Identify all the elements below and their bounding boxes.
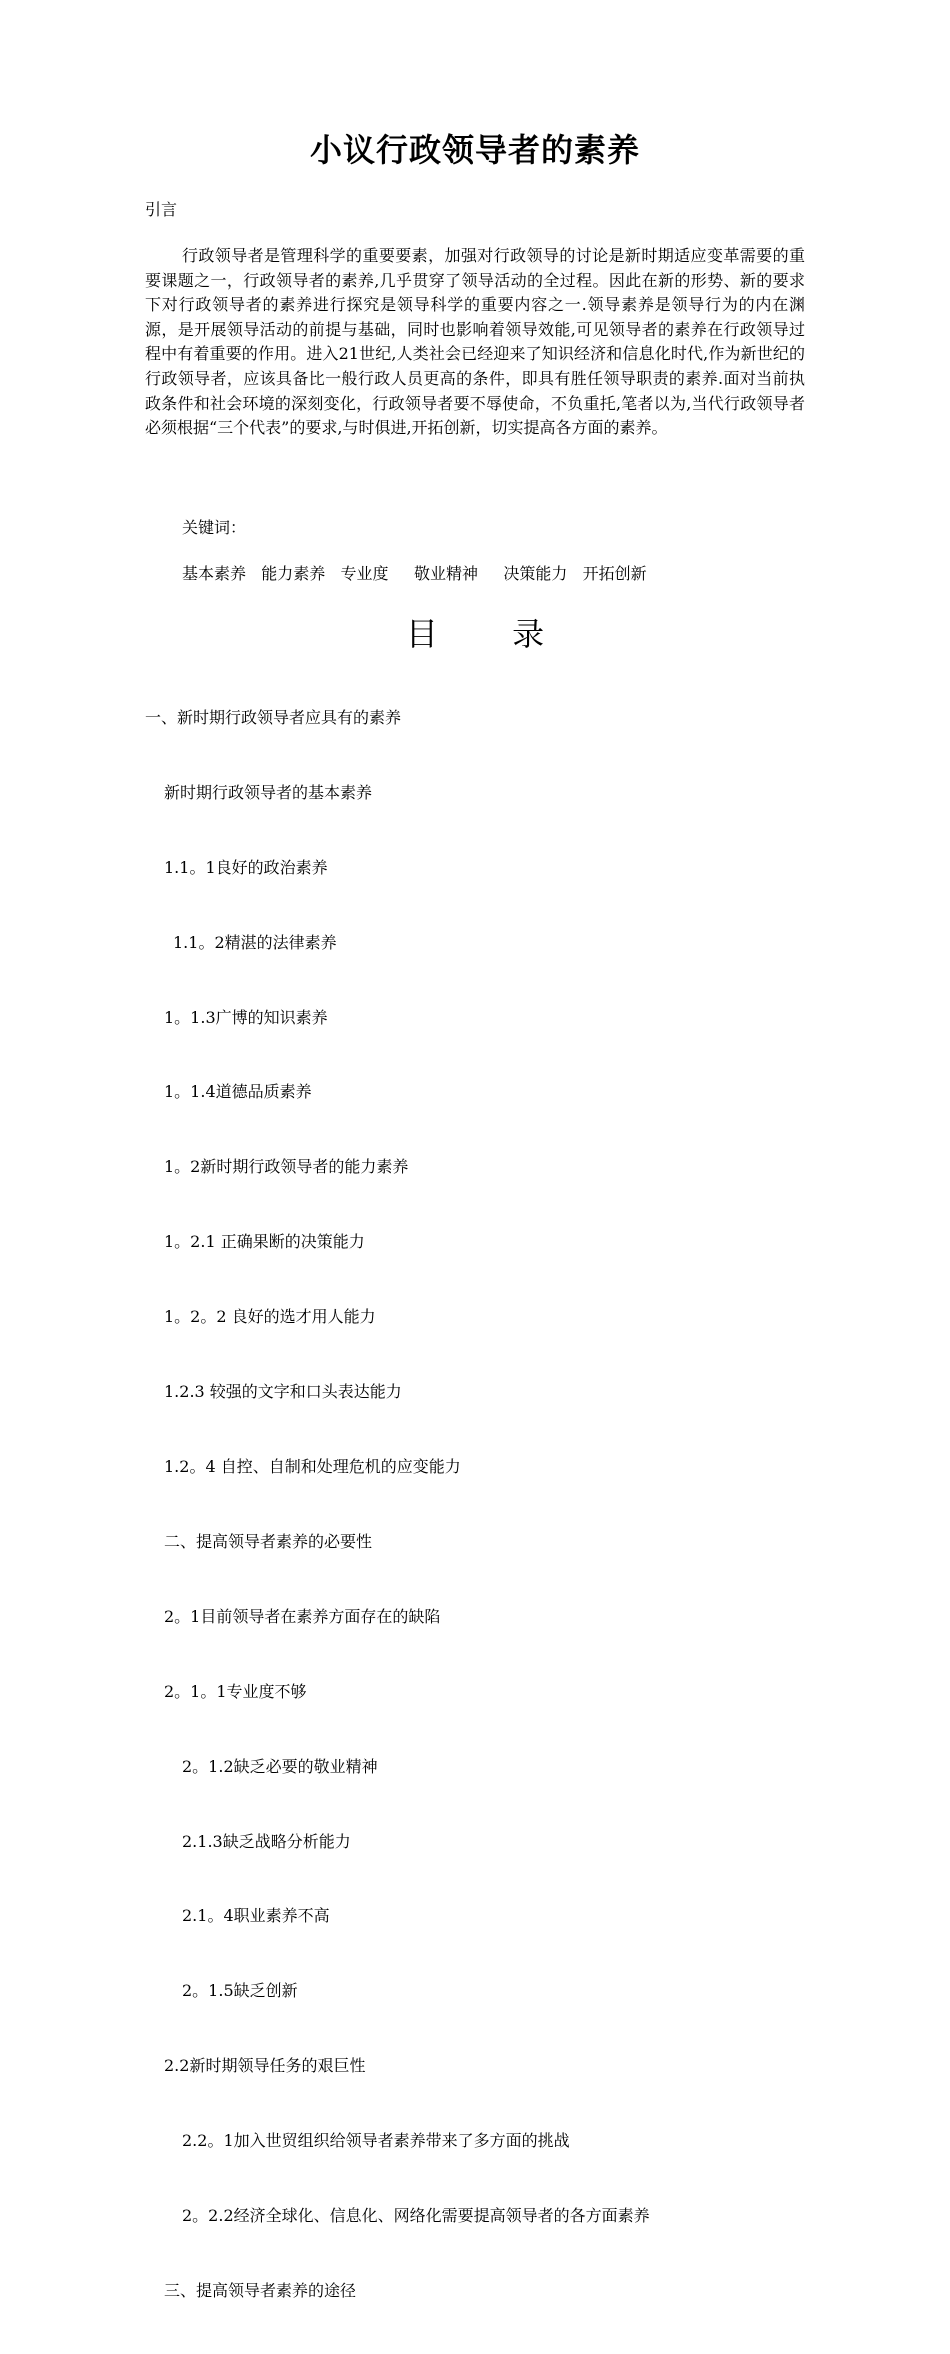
toc-entry: 1。1.4道德品质素养 xyxy=(164,1082,312,1102)
document-title: 小议行政领导者的素养 xyxy=(309,131,640,169)
toc-entry: 2。1.2缺乏必要的敬业精神 xyxy=(182,1756,378,1776)
toc-entry: 1。2。2 良好的选才用人能力 xyxy=(164,1307,376,1327)
toc-entry: 1.1。1良好的政治素养 xyxy=(164,857,328,877)
toc-entry: 2。2.2经济全球化、信息化、网络化需要提高领导者的各方面素养 xyxy=(182,2206,650,2226)
toc-entry: 二、提高领导者素养的必要性 xyxy=(164,1531,373,1551)
toc-entry: 一、新时期行政领导者应具有的素养 xyxy=(145,707,402,727)
toc-heading: 目 录 xyxy=(405,615,545,653)
abstract-paragraph: 行政领导者是管理科学的重要要素，加强对行政领导的讨论是新时期适应变革需要的重要课题之一，行政领导者的素养,几乎贯穿了领导活动的全过程。因此在新的形势、新的要求下对行政领导者的素养进行探究是领导科学的重要内容之一.领导素养是领导行为的内在渊源，是开展领导活动的前提与基础，同时也影响着领导效能,可见领导者的素养在行政领导过程中有着重要的作用。进入21世纪,人类社会已经迎来了知识经济和信息化时代,作为新世纪的行政领导者，应该具备比一般行政人员更高的条件，即具有胜任领导职责的素养.面对当前执政条件和社会环境的深刻变化，行政领导者要不辱使命，不负重托,笔者以为,当代行政领导者必须根据“三个代表”的要求,与时俱进,开拓创新，切实提高各方面的素养。 xyxy=(145,246,805,438)
toc-entry: 新时期行政领导者的基本素养 xyxy=(164,782,373,802)
toc-entry: 1.2。4 自控、自制和处理危机的应变能力 xyxy=(164,1457,461,1476)
toc-entry: 1。1.3广博的知识素养 xyxy=(164,1007,328,1027)
toc-entry: 三、提高领导者素养的途径 xyxy=(164,2280,357,2300)
table-of-contents xyxy=(0,656,950,2354)
toc-entry: 2.2新时期领导任务的艰巨性 xyxy=(164,2056,366,2076)
toc-entry: 2.1.3缺乏战略分析能力 xyxy=(182,1831,351,1851)
toc-entry: 1。2新时期行政领导者的能力素养 xyxy=(164,1157,409,1177)
toc-entry: 1。2.1 正确果断的决策能力 xyxy=(164,1232,365,1252)
toc-entry: 2。1.5缺乏创新 xyxy=(182,1981,298,2001)
toc-entry: 1.1。2精湛的法律素养 xyxy=(173,932,337,952)
intro-heading: 引言 xyxy=(145,200,178,219)
toc-entry: 2.2。1加入世贸组织给领导者素养带来了多方面的挑战 xyxy=(182,2131,570,2151)
keywords-list: 基本素养 能力素养 专业度 敬业精神 决策能力 开拓创新 xyxy=(182,564,647,583)
toc-entry: 1.2.3 较强的文字和口头表达能力 xyxy=(164,1382,402,1402)
toc-entry: 2。1目前领导者在素养方面存在的缺陷 xyxy=(164,1606,441,1626)
toc-entry: 2。1。1专业度不够 xyxy=(164,1681,307,1701)
toc-entry: 2.1。4职业素养不高 xyxy=(182,1906,330,1926)
keywords-label: 关键词： xyxy=(182,518,247,537)
